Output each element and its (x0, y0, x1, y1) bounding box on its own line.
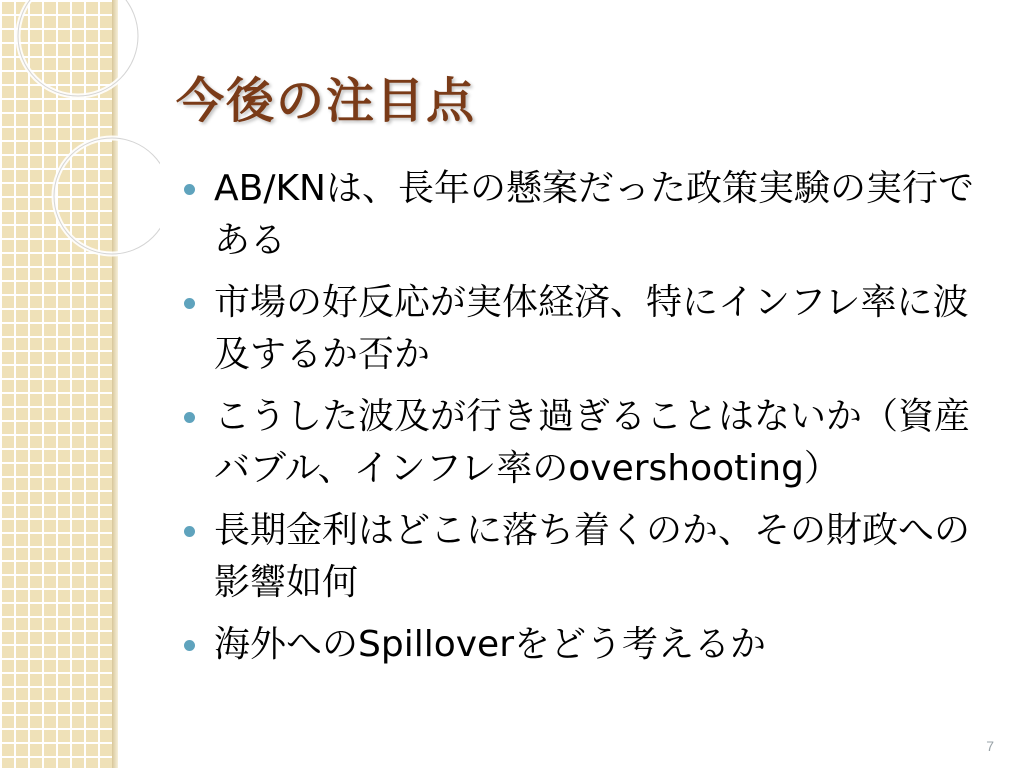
list-item (182, 391, 982, 495)
slide-title: 今後の注目点 (176, 73, 477, 129)
bullet-dot-icon (184, 526, 195, 537)
bullet-dot-icon (184, 298, 195, 309)
page-number: 7 (986, 738, 994, 754)
list-item (182, 163, 982, 267)
bullet-dot-icon (184, 184, 195, 195)
bullet-list (182, 163, 982, 681)
bullet-text: こうした波及が行き過ぎることはないか（資産バブル、インフレ率のovershooting） (214, 396, 971, 489)
bullet-text: 市場の好反応が実体経済、特にインフレ率に波及するか否か (214, 282, 969, 375)
bullet-text: 長期金利はどこに落ち着くのか、その財政への影響如何 (214, 510, 971, 603)
bullet-text: 海外へのSpilloverをどう考えるか (214, 624, 766, 665)
bullet-text: AB/KNは、長年の懸案だった政策実験の実行である (214, 168, 974, 261)
bullet-dot-icon (184, 640, 195, 651)
list-item (182, 505, 982, 609)
bullet-dot-icon (184, 412, 195, 423)
list-item (182, 277, 982, 381)
list-item (182, 619, 982, 671)
decorative-rings (0, 0, 160, 300)
